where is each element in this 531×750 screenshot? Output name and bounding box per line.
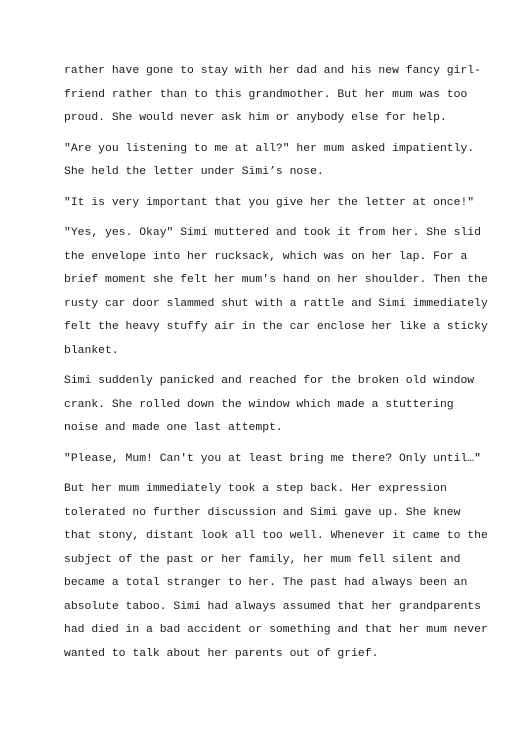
text-line: "Are you listening to me at all?" her mum asked impatiently. (64, 142, 475, 155)
paragraph (64, 222, 504, 363)
paragraph (64, 192, 504, 216)
paragraph (64, 448, 504, 472)
text-line: "Please, Mum! Can't you at least bring me there? Only until…" (64, 452, 481, 465)
text-line: But her mum immediately took a step back. Her expression (64, 483, 447, 495)
text-line: felt the heavy stuffy air in the car enclose her like a sticky (64, 321, 488, 333)
paragraph (64, 138, 504, 185)
text-line: that stony, distant look all too well. Whenever it came to the (64, 530, 488, 542)
paragraph (64, 60, 504, 131)
text-line: "It is very important that you give her the letter at once!" (64, 196, 475, 209)
text-line: friend rather than to this grandmother. But her mum was too (64, 88, 468, 101)
text-line: tolerated no further discussion and Simi gave up. She knew (64, 506, 461, 519)
text-line: proud. She would never ask him or anybody else for help. (64, 112, 447, 124)
text-line: rather have gone to stay with her dad and his new fancy girl- (64, 65, 481, 77)
text-line: wanted to talk about her parents out of grief. (64, 647, 379, 660)
text-line: crank. She rolled down the window which made a stuttering (64, 398, 454, 411)
text-line: "Yes, yes. Okay" Simi muttered and took it from her. She slid (64, 227, 481, 239)
paragraph (64, 370, 504, 441)
text-line: noise and made one last attempt. (64, 422, 283, 434)
body-text (64, 60, 504, 673)
text-line: Simi suddenly panicked and reached for the broken old window (64, 375, 475, 387)
text-line: brief moment she felt her mum's hand on her shoulder. Then the (64, 274, 488, 286)
text-line: the envelope into her rucksack, which was on her lap. For a (64, 250, 468, 263)
text-line: absolute taboo. Simi had always assumed that her grandparents (64, 600, 481, 613)
text-line: subject of the past or her family, her mum fell silent and (64, 553, 461, 566)
text-line: rusty car door slammed shut with a rattle and Simi immediately (64, 297, 488, 310)
text-line: became a total stranger to her. The past had always been an (64, 577, 468, 589)
text-line: had died in a bad accident or something and that her mum never (64, 624, 488, 636)
text-line: She held the letter under Simi’s nose. (64, 166, 324, 178)
text-line: blanket. (64, 344, 119, 357)
paragraph (64, 478, 504, 666)
